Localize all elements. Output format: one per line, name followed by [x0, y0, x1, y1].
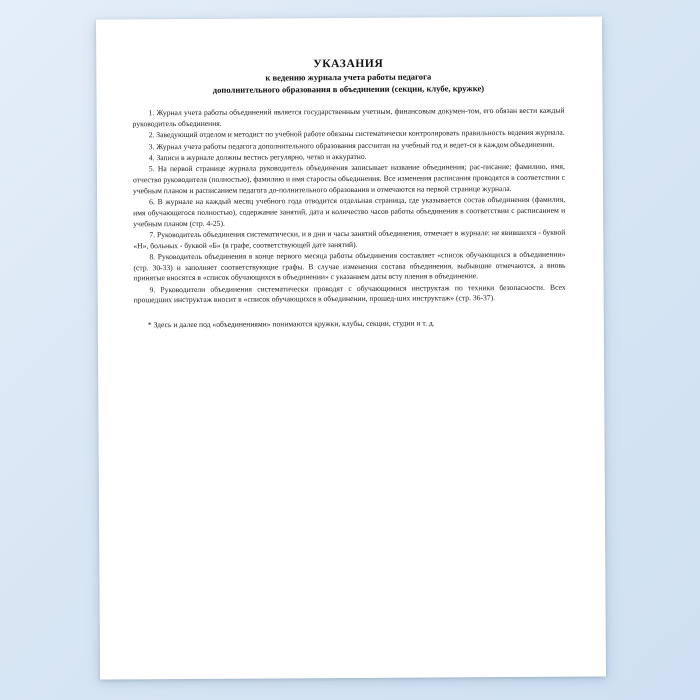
document-content — [96, 16, 606, 679]
paragraph-2: 2. Заведующий отделом и методист по учебной работе обязаны систематически контролировать правильность ведения журнала. — [148, 127, 565, 140]
document-body — [133, 106, 566, 331]
paragraph-6: 6. В журнале на каждый месяц учебного года отводится отдельная страница, где указывается состав объединения (фамилия, имя обучающегося полностью), содержание занятий, дата и количество часов работы объединения в соответствии с расписанием и учебным планом (стр. 4-25). — [133, 194, 566, 228]
paragraph-1: 1. Журнал учета работы объединений является государственным учетным, финансовым докумен-том, его обязан вести каждый руководитель объединения. — [132, 105, 565, 129]
document-page — [96, 16, 606, 679]
paragraph-9: 9. Руководители объединения систематически проводят с обучающимися инструктаж по техники безопасности. Всех прошедших инструктаж вносит в «список обучающихся в объединении, прошед-ших инструктаж» (стр. 36-37). — [133, 282, 566, 305]
paragraph-4: 4. Записи в журнале должны вестись регулярно, четко и аккуратно. — [148, 151, 367, 163]
document-footnote: * Здесь и далее под «объединениями» понимаются кружки, клубы, секции, студии и т. д. — [147, 318, 435, 330]
document-title: УКАЗАНИЯ — [313, 57, 384, 71]
document-subtitle-line-2: дополнительного образования в объединении (секции, клубе, кружке) — [212, 82, 485, 95]
paragraph-3: 3. Журнал учета работы педагога дополнительного образования рассчитан на учебный год и ведет-ся в каждом объединении. — [148, 139, 555, 151]
document-subtitle-line-1: к ведению журнала учета работы педагога — [265, 71, 432, 83]
paragraph-5: 5. На первой странице журнала руководитель объединения записывает название объединения; рас-писание; фамилию, имя, отчество руководителя (полностью), фамилию и имя старосты объединения. Все изменения расписания проводятся в соответствии с учебным планом и расписанием педагога до-полнительного образования и отмечаются на первой странице журнала. — [132, 161, 565, 195]
paragraph-8: 8. Руководитель объединения в конце первого месяца работы объединения составляет «список обучающихся в объединении» (стр. 30-33) и заполняет соответствующие графы. В случае изменения состава объединения, выбывшие отмечаются, а вновь принятые вносятся в «список обучающихся в объединении» с указанием даты всту пления в объединение. — [133, 249, 566, 283]
paragraph-7: 7. Руководитель объединения систематически, и в дни и часы занятий объединения, отмечает в журнале: не явившихся - буквой «Н», больных - буквой «Б» (в графе, соответствующей дате занятий). — [133, 227, 566, 250]
